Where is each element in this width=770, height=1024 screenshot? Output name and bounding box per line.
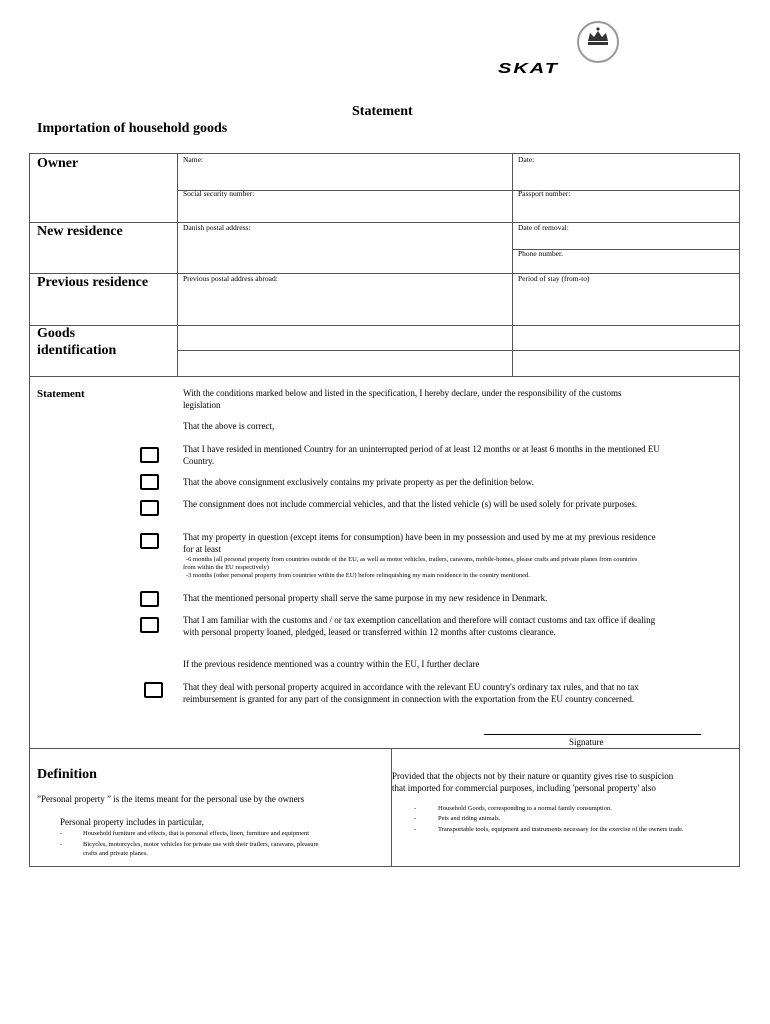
divider	[30, 748, 740, 749]
eu-declare-text: If the previous residence mentioned was a country within the EU, I further declare	[183, 659, 480, 669]
three-months-text: -3 months (other personal property from countries within the EU) before relinquishing my main residence in the country mentioned.	[186, 572, 530, 579]
crown-logo-icon	[576, 20, 620, 64]
possession-text	[183, 532, 656, 555]
text-line: reimbursement is granted for any part of the consignment in connection with the exportation from the EU country concerned.	[183, 693, 635, 704]
date-field[interactable]: Date:	[518, 155, 535, 164]
left-item-text: crafts and private planes.	[83, 850, 148, 857]
removal-date-field[interactable]: Date of removal:	[518, 223, 569, 232]
divider	[391, 748, 392, 867]
vehicles-checkbox[interactable]	[140, 500, 159, 516]
divider	[177, 154, 178, 376]
right-intro-text	[392, 771, 673, 794]
left-item-dash: -	[60, 830, 63, 837]
right-item-text: Transportable tools, equipment and instruments necessary for the exercise of the owners trade.	[438, 826, 684, 833]
owner-heading: Owner	[37, 156, 79, 171]
period-of-stay-field[interactable]: Period of stay (from-to)	[518, 274, 590, 283]
text-line: That my property in question (except items for consumption) have been in my possession and used by me at my previous residence	[183, 532, 656, 542]
signature-label: Signature	[569, 737, 604, 747]
six-months-text	[183, 556, 638, 572]
page-title: Statement	[352, 104, 413, 119]
text-line: with personal property loaned, pledged, leased or transferred within 12 months after customs clearance.	[183, 626, 556, 637]
text-line: Provided that the objects not by their nature or quantity gives rise to suspicion	[392, 771, 674, 781]
right-item-text: Pets and riding animals.	[438, 815, 501, 822]
passport-field[interactable]: Passport number:	[518, 189, 571, 198]
previous-address-field[interactable]: Previous postal address abroad:	[183, 274, 278, 283]
correct-text: That the above is correct,	[183, 421, 275, 431]
right-item-dash: -	[414, 815, 417, 822]
statement-intro	[183, 388, 622, 411]
signature-line[interactable]	[484, 734, 701, 735]
eu-rules-text	[183, 682, 639, 705]
resided-checkbox[interactable]	[140, 447, 159, 463]
includes-text: Personal property includes in particular,	[60, 817, 204, 827]
text-line: for at least	[183, 543, 221, 554]
divider	[512, 154, 513, 376]
statement-heading: Statement	[37, 388, 85, 400]
new-residence-heading: New residence	[37, 224, 123, 239]
text-line: -6 months (all personal property from countries outside of the EU, as well as motor vehicles, trailers, caravans, mobile-homes, please crafts and private planes from countries	[186, 556, 638, 563]
personal-property-text: ”Personal property ” is the items meant for the personal use by the owners	[37, 794, 305, 804]
left-item-text: Household furniture and effects, that is personal effects, linen, furniture and equipment	[83, 830, 310, 837]
familiar-text	[183, 615, 655, 638]
eu-rules-checkbox[interactable]	[144, 682, 163, 698]
vehicles-text: The consignment does not include commercial vehicles, and that the listed vehicle (s) will be used solely for private purposes.	[183, 499, 638, 509]
divider	[30, 273, 740, 274]
name-field[interactable]: Name:	[183, 155, 203, 164]
resided-text	[183, 444, 660, 467]
text-line: that imported for commercial purposes, including 'personal property' also	[392, 782, 656, 793]
right-item-text: Household Goods, corresponding to a normal family consumption.	[438, 805, 612, 812]
familiar-checkbox[interactable]	[140, 617, 159, 633]
phone-field[interactable]: Phone number.	[518, 249, 563, 258]
ssn-field[interactable]: Social security number:	[183, 189, 255, 198]
divider	[30, 376, 740, 377]
definition-heading: Definition	[37, 767, 97, 782]
left-item-dash: -	[60, 841, 63, 848]
danish-address-field[interactable]: Danish postal address:	[183, 223, 251, 232]
text-line: That they deal with personal property acquired in accordance with the relevant EU country's ordinary tax rules, and that no tax	[183, 682, 639, 692]
intro-line: With the conditions marked below and listed in the specification, I hereby declare, under the responsibility of the customs	[183, 388, 622, 398]
divider	[177, 350, 740, 351]
consignment-checkbox[interactable]	[140, 474, 159, 490]
text-line: from within the EU respectively)	[183, 564, 269, 571]
text-line: Country.	[183, 455, 215, 466]
divider	[177, 190, 740, 191]
same-purpose-checkbox[interactable]	[140, 591, 159, 607]
possession-checkbox[interactable]	[140, 533, 159, 549]
same-purpose-text: That the mentioned personal property shall serve the same purpose in my new residence in Denmark.	[183, 593, 548, 603]
right-item-dash: -	[414, 826, 417, 833]
right-item-dash: -	[414, 805, 417, 812]
text-line: That I have resided in mentioned Country for an uninterrupted period of at least 12 months or at least 6 months in the mentioned EU	[183, 444, 660, 454]
text-line: That I am familiar with the customs and / or tax exemption cancellation and therefore will contact customs and tax office if dealing	[183, 615, 656, 625]
consignment-text: That the above consignment exclusively contains my private property as per the definition below.	[183, 477, 534, 487]
page-subtitle: Importation of household goods	[37, 121, 228, 136]
divider	[30, 325, 740, 326]
goods-heading-line2: identification	[37, 343, 117, 358]
intro-line: legislation	[183, 399, 221, 410]
left-item-text: Bicycles, motorcycles, motor vehicles for private use with their trailers, caravans, pleasure	[83, 841, 319, 848]
brand-logo: SKAT	[498, 60, 559, 77]
goods-heading-line1: Goods	[37, 326, 76, 341]
previous-residence-heading: Previous residence	[37, 275, 149, 290]
divider	[30, 222, 740, 223]
